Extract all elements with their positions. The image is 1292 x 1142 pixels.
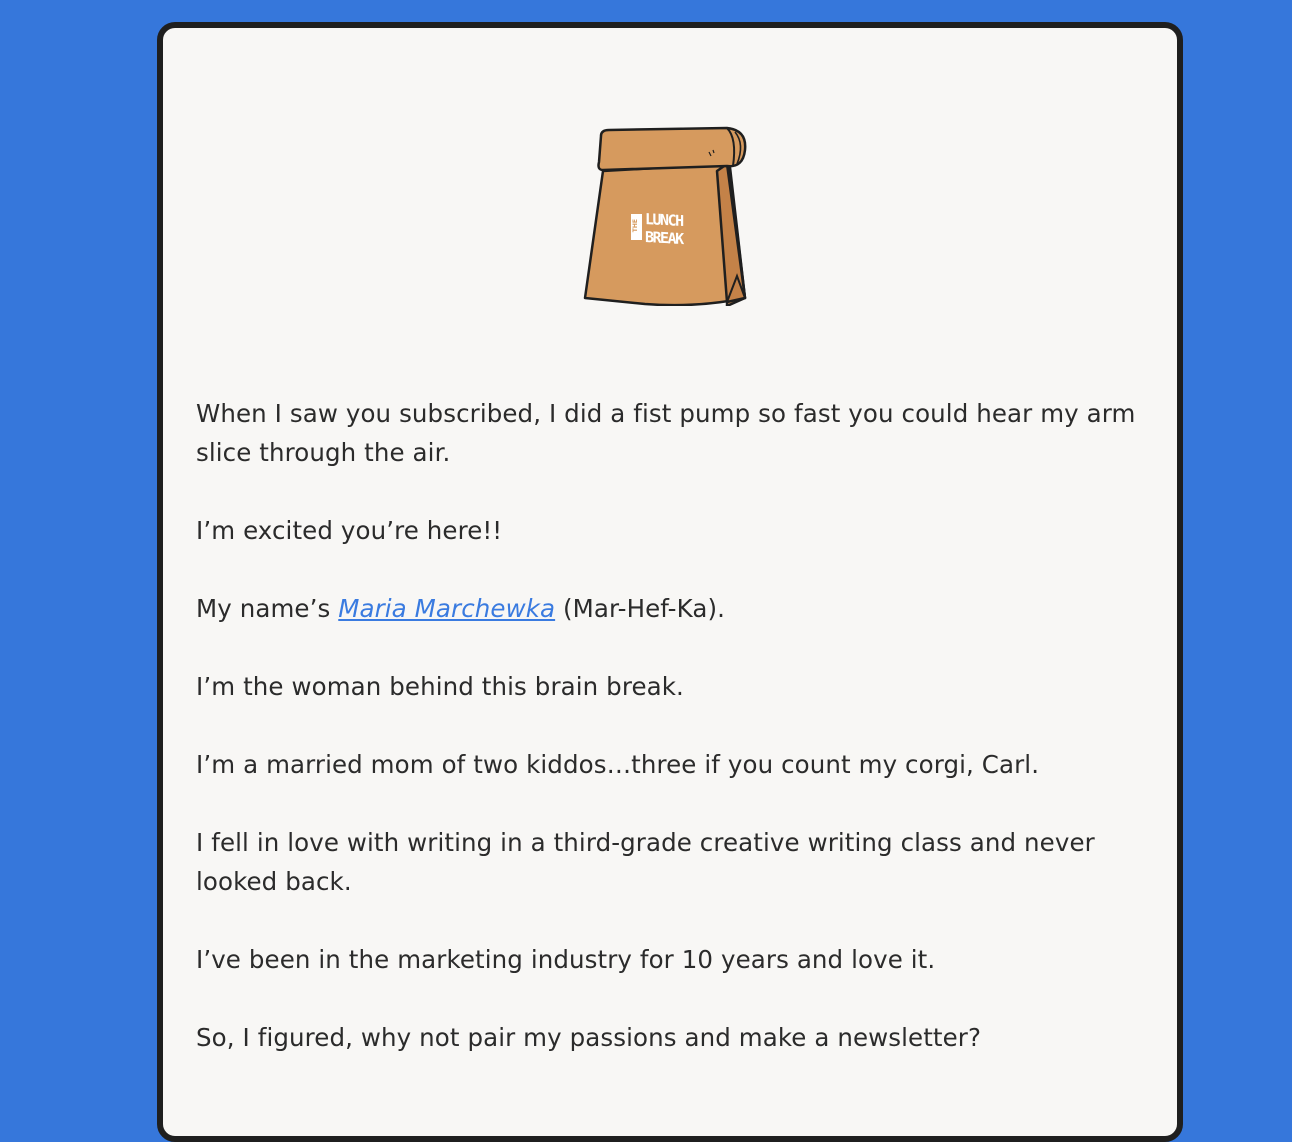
- email-card: [157, 22, 1183, 1142]
- paragraph-excited: I’m excited you’re here!!: [196, 516, 503, 545]
- paragraph-writing: I fell in love with writing in a third-grade creative writing class and never looked back.: [196, 828, 1095, 896]
- paragraph-newsletter: So, I figured, why not pair my passions and make a newsletter?: [196, 1023, 982, 1052]
- email-body: [196, 394, 1156, 1096]
- logo-text-line2: BREAK: [645, 228, 683, 248]
- paragraph-woman: I’m the woman behind this brain break.: [196, 672, 684, 701]
- paragraph-family: I’m a married mom of two kiddos…three if you count my corgi, Carl.: [196, 750, 1040, 779]
- logo-text-line1: LUNCH: [645, 210, 683, 230]
- paragraph-marketing: I’ve been in the marketing industry for 10 years and love it.: [196, 945, 936, 974]
- author-link[interactable]: Maria Marchewka: [338, 594, 556, 623]
- name-pronunciation: (Mar-Hef-Ka).: [555, 594, 725, 623]
- paragraph-intro: When I saw you subscribed, I did a fist pump so fast you could hear my arm slice through the air.: [196, 399, 1136, 467]
- name-prefix: My name’s: [196, 594, 339, 623]
- logo-tag: THE: [632, 219, 639, 233]
- paragraph-name: [196, 589, 1156, 628]
- lunch-break-logo: [577, 116, 773, 306]
